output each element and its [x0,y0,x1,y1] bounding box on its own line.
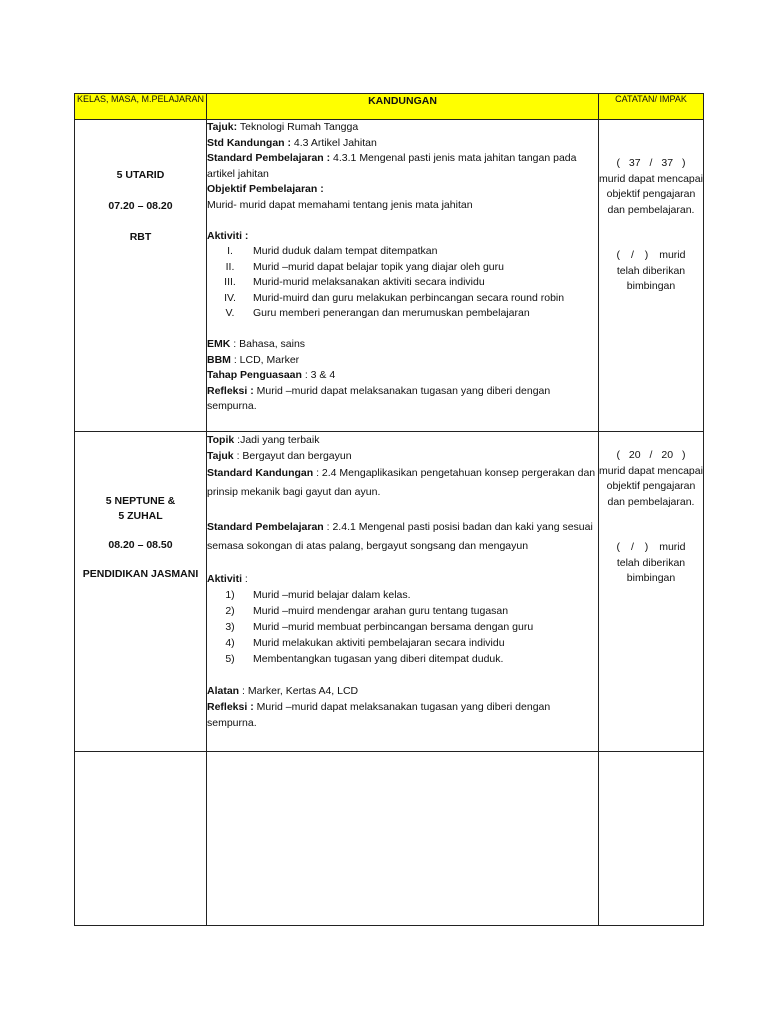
list-item-number: II. [225,260,235,273]
sp-line [207,151,598,182]
list-item-text: Murid-muird dan guru melakukan perbincangan secara round robin [253,291,565,304]
class-info-cell [75,120,207,432]
bimbingan-count: ( / ) murid [616,249,686,261]
table-header-row [75,94,704,120]
table-row-empty [75,752,704,926]
list-item-number: 3) [225,621,235,633]
obj-value: Murid- murid dapat memahami tentang jenis mata jahitan [207,198,473,211]
bimbingan-text: telah diberikan bimbingan [616,264,686,292]
content-cell [207,120,599,432]
list-item-text: Membentangkan tugasan yang diberi ditempat duduk. [253,653,504,665]
std-line [207,136,598,152]
list-item-text: Murid –murid belajar dalam kelas. [253,589,411,601]
tahap-value: : 3 & 4 [301,369,336,381]
sk-label: Standard Kandungan [207,467,314,479]
aktiviti-line [207,571,598,587]
tajuk-value: : Bergayut dan bergayun [233,450,352,462]
impact-cell [599,432,704,752]
emk-value: : Bahasa, sains [230,338,306,350]
empty-cell [599,752,704,926]
empty-cell [75,752,207,926]
list-item [207,651,598,667]
empty-cell [207,752,599,926]
list-item-text: Murid –murid membuat perbincangan bersama dengan guru [253,621,534,633]
impak-count: ( 37 / 37 ) [616,157,686,169]
list-item-number: III. [224,276,236,288]
content-cell [207,432,599,752]
list-item [207,275,598,291]
refleksi-label: Refleksi : [207,700,254,713]
list-item [207,291,598,307]
impak-count: ( 20 / 20 ) [616,449,686,461]
alatan-label: Alatan [207,684,240,697]
time-slot: 07.20 – 08.20 [108,200,173,212]
tajuk-label: Tajuk [207,450,234,462]
emk-line [207,337,598,353]
tajuk-value: Teknologi Rumah Tangga [237,121,359,133]
list-item-text: Murid –murid dapat belajar topik yang diajar oleh guru [253,260,504,273]
bbm-value: : LCD, Marker [230,353,300,366]
list-item [207,244,598,260]
aktiviti-list [207,587,598,667]
sp-line [207,518,598,556]
list-item-number: 5) [225,653,235,665]
subject-name: RBT [129,231,152,243]
list-item [207,635,598,651]
refleksi-value: Murid –murid dapat melaksanakan tugasan yang diberi dengan sempurna. [207,384,551,412]
list-item-number: 4) [225,637,235,649]
aktiviti-label: Aktiviti [207,573,243,585]
list-item-text: Murid melakukan aktiviti pembelajaran secara individu [253,637,505,649]
list-item-text: Murid –muird mendengar arahan guru tentang tugasan [253,605,509,617]
alatan-line [207,683,598,699]
header-catatan: CATATAN/ IMPAK [599,94,704,120]
list-item [207,603,598,619]
bimbingan-count: ( / ) murid [616,541,686,553]
class-name-2: 5 ZUHAL [118,510,163,522]
list-item [207,587,598,603]
tajuk-line [207,448,598,464]
emk-label: EMK [207,338,231,350]
header-kelas: KELAS, MASA, M.PELAJARAN [75,94,207,120]
std-value: 4.3 Artikel Jahitan [291,136,377,149]
list-item [207,260,598,276]
class-name: 5 UTARID [116,169,165,181]
aktiviti-colon: : [242,573,248,585]
bimbingan-text: telah diberikan bimbingan [616,556,686,584]
list-item-text: Murid duduk dalam tempat ditempatkan [253,245,438,257]
header-kandungan: KANDUNGAN [207,94,599,120]
impak-text: murid dapat mencapai objektif pengajaran dan pembelajaran. [599,172,703,216]
class-name: 5 NEPTUNE & [105,495,176,507]
aktiviti-list [207,244,598,322]
sp-value: 4.3.1 Mengenal pasti jenis mata jahitan tangan pada artikel jahitan [207,152,577,180]
tajuk-label: Tajuk: [207,121,238,133]
topik-value: :Jadi yang terbaik [234,434,320,446]
refleksi-value: Murid –murid dapat melaksanakan tugasan yang diberi dengan sempurna. [207,700,551,729]
list-item-number: V. [225,307,235,319]
list-item-number: IV. [224,291,236,304]
tahap-label: Tahap Penguasaan [207,369,302,381]
time-slot: 08.20 – 08.50 [108,539,173,551]
tahap-line [207,368,598,384]
refleksi-line [207,384,598,415]
list-item-text: Murid-murid melaksanakan aktiviti secara individu [253,276,485,288]
bbm-label: BBM [207,353,231,366]
list-item-number: 1) [225,589,235,601]
std-label: Std Kandungan : [207,136,291,149]
impak-text: murid dapat mencapai objektif pengajaran dan pembelajaran. [599,464,703,508]
sp-value: : 2.4.1 Mengenal pasti posisi badan dan kaki yang sesuai semasa sokongan di atas palang, bergayut songsang dan mengayun [207,520,593,552]
refleksi-label: Refleksi : [207,384,254,397]
alatan-value: : Marker, Kertas A4, LCD [239,684,359,697]
topik-label: Topik [207,434,235,446]
subject-name: PENDIDIKAN JASMANI [82,568,199,580]
tajuk-line [207,120,598,136]
list-item-number: 2) [225,605,235,617]
aktiviti-label: Aktiviti : [207,229,249,242]
list-item-text: Guru memberi penerangan dan merumuskan pembelajaran [253,307,530,319]
list-item-number: I. [227,245,233,257]
impact-cell [599,120,704,432]
class-info-cell [75,432,207,752]
sp-label: Standard Pembelajaran [207,520,324,533]
obj-label: Objektif Pembelajaran : [207,183,324,195]
list-item [207,619,598,635]
sk-value: : 2.4 Mengaplikasikan pengetahuan konsep pergerakan dan prinsip mekanik bagi gayut dan ayun. [207,467,596,498]
sk-line [207,464,598,502]
refleksi-line [207,699,598,731]
table-row [75,120,704,432]
lesson-plan-table [74,93,704,926]
bbm-line [207,353,598,369]
table-row [75,432,704,752]
list-item [207,306,598,322]
sp-label: Standard Pembelajaran : [207,152,331,164]
topik-line [207,432,598,448]
